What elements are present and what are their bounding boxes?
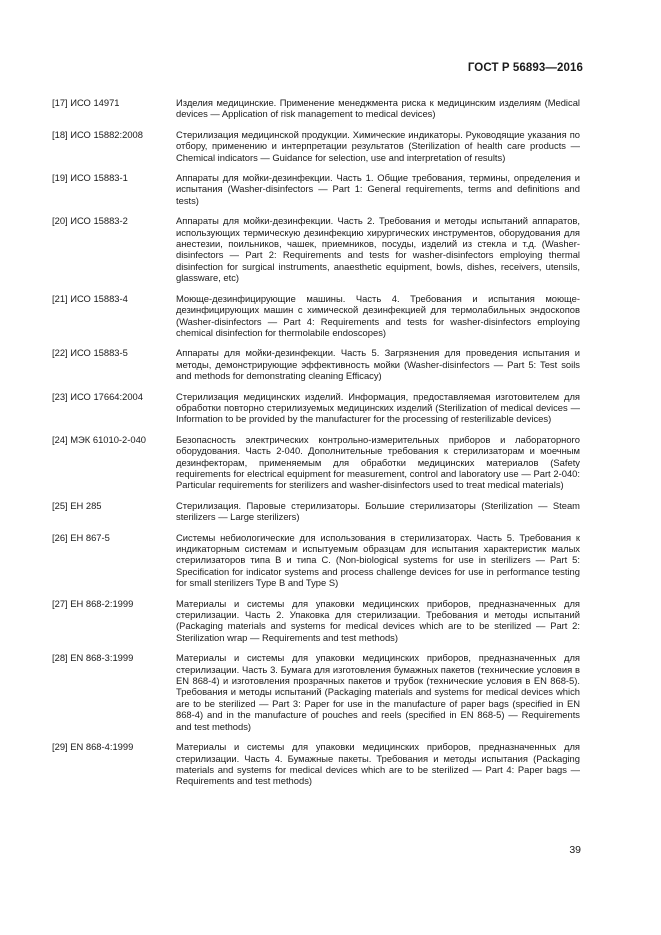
reference-entry — [52, 434, 580, 491]
reference-entry — [52, 741, 580, 787]
reference-title: Стерилизация медицинской продукции. Химические индикаторы. Руководящие указания по отбору, применению и интерпретации результатов (Sterilization of health care products — Chemical indicators — Guidance for selection, use and interpretation of results) — [176, 128, 580, 163]
reference-entry — [52, 293, 580, 339]
reference-list — [52, 97, 580, 796]
reference-number: [18] ИСО 15882:2008 — [52, 128, 143, 140]
reference-title: Стерилизация медицинских изделий. Информация, предоставляемая изготовителем для обработки повторно стерилизуемых медицинских изделий (Sterilization of medical devices — Information to be provided by the manufacturer for the processing of resterilizable devices) — [176, 390, 580, 425]
reference-entry — [52, 598, 580, 644]
standard-designation: ГОСТ Р 56893—2016 — [467, 62, 583, 74]
reference-number: [22] ИСО 15883-5 — [52, 347, 128, 359]
reference-entry — [52, 172, 580, 206]
reference-entry — [52, 97, 580, 120]
reference-number: [23] ИСО 17664:2004 — [52, 390, 143, 402]
reference-number: [19] ИСО 15883-1 — [52, 172, 128, 184]
reference-number: [24] МЭК 61010-2-040 — [52, 433, 147, 445]
reference-title: Аппараты для мойки-дезинфекции. Часть 1. Общие требования, термины, определения и испытания (Washer-disinfectors — Part 1: General requirements, terms and definitions and tests) — [176, 172, 580, 206]
reference-number: [28] EN 868-3:1999 — [52, 652, 134, 664]
reference-number: [17] ИСО 14971 — [52, 97, 120, 108]
reference-entry — [52, 129, 580, 163]
reference-number: [27] ЕН 868-2:1999 — [52, 597, 134, 609]
reference-title: Безопасность электрических контрольно-измерительных приборов и лабораторного оборудования. Часть 2-040. Дополнительные требования к стерилизаторам и моечным дезинфекторам, применяемым для обработки медицинских материалов (Safety requirements for electrical equipment for measurement, control and laboratory use — Part 2-040: Particular requirements for sterilizers and washer-disinfectors used to treat medical materials) — [176, 433, 580, 491]
reference-entry — [52, 215, 580, 283]
reference-number: [25] ЕН 285 — [52, 499, 102, 511]
reference-title: Стерилизация. Паровые стерилизаторы. Большие стерилизаторы (Sterilization — Steam sterilizers — Large sterilizers) — [176, 499, 580, 523]
reference-number: [26] ЕН 867-5 — [52, 531, 110, 543]
reference-title: Изделия медицинские. Применение менеджмента риска к медицинским изделиям (Medical devices — Application of risk management to medical devices) — [176, 97, 580, 120]
reference-entry — [52, 500, 580, 523]
reference-entry — [52, 532, 580, 589]
reference-number: [20] ИСО 15883-2 — [52, 215, 128, 227]
reference-entry — [52, 347, 580, 381]
reference-entry — [52, 652, 580, 732]
reference-number: [29] EN 868-4:1999 — [52, 741, 134, 753]
reference-title: Материалы и системы для упаковки медицинских приборов, предназначенных для стерилизации. Часть 2. Упаковка для стерилизации. Требования и методы испытаний (Packaging materials and systems for medical devices which are to be sterilized — Part 2: Sterilization wrap — Requirements and test methods) — [176, 597, 580, 643]
page-number: 39 — [569, 844, 581, 856]
reference-entry — [52, 391, 580, 425]
document-header — [468, 62, 583, 74]
reference-title: Материалы и системы для упаковки медицинских приборов, предназначенных для стерилизации. Часть 4. Бумажные пакеты. Требования и методы испытания (Packaging materials and systems for medical devices which are to be sterilized — Part 4: Paper bags — Requirements and test methods) — [176, 741, 580, 787]
reference-number: [21] ИСО 15883-4 — [52, 292, 128, 304]
reference-title: Аппараты для мойки-дезинфекции. Часть 5. Загрязнения для проведения испытания и методы, демонстрирующие эффективность мойки (Washer-disinfectors — Part 5: Test soils and methods for demonstrating cleaning Efficacy) — [176, 347, 580, 382]
reference-title: Системы небиологические для использования в стерилизаторах. Часть 5. Требования к индикаторным системам и испытуемым образцам для испытания характеристик малых стерилизаторов типа В и типа С. (Non-biological systems for use in sterilizers — Part 5: Specification for indicator systems and process challenge devices for use in performance testing for small sterilizers Type B and Type S) — [176, 531, 580, 589]
reference-title: Аппараты для мойки-дезинфекции. Часть 2. Требования и методы испытаний аппаратов, использующих термическую дезинфекцию хирургических инструментов, оборудования для анестезии, поильников, чашек, приемников, посуды, изделий из стекла и т.д. (Washer-disinfectors — Part 2: Requirements and tests for washer-disinfectors employing thermal disinfection for surgical instruments, anaesthetic equipment, bowls, dishes, receivers, utensils, glassware, etc) — [176, 215, 580, 284]
reference-title: Материалы и системы для упаковки медицинских приборов, предназначенных для стерилизации. Часть 3. Бумага для изготовления бумажных пакетов (технические условия в EN 868-4) и изготовления прозрачных пакетов и трубок (технические условия в EN 868-5). Требования и методы испытаний (Packaging materials and systems for medical devices which are to be sterilized — Part 3: Paper for use in the manufacture of paper bags (specified in EN 868-4) and in the manufacture of pouches and reels (specified in EN 868-5) — Requirements and test methods) — [176, 652, 580, 732]
reference-title: Моюще-дезинфицирующие машины. Часть 4. Требования и испытания моюще-дезинфицирующих машин с химической дезинфекцией для термолабильных эндоскопов (Washer-disinfectors — Part 4: Requirements and tests for washer-disinfectors employing chemical disinfection for thermolabile endoscopes) — [176, 292, 580, 338]
